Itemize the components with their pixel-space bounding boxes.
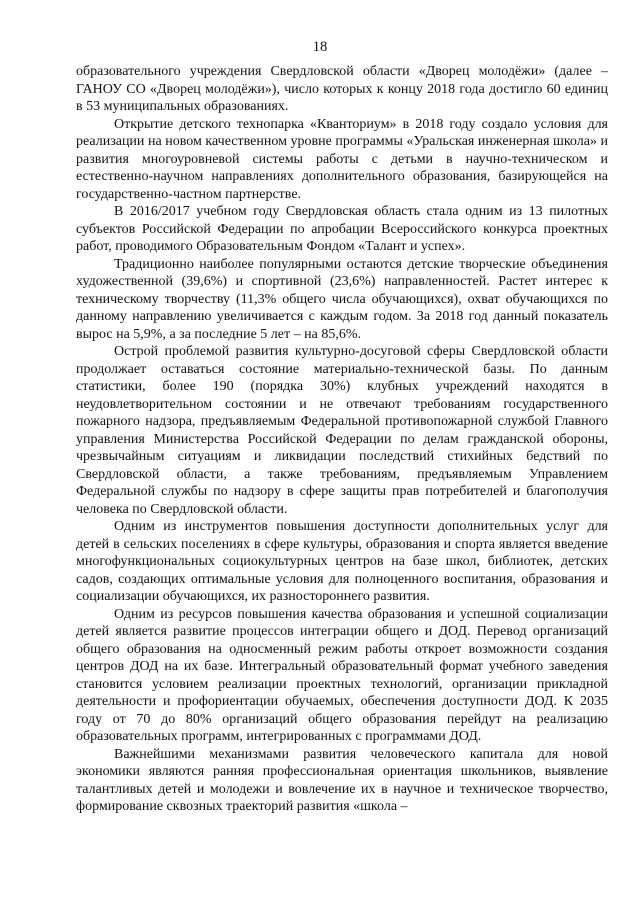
- page-number: 18: [312, 39, 328, 55]
- paragraph: Острой проблемой развития культурно-досуговой сферы Свердловской области продолжает оставаться состояние материально-технической базы. По данным статистики, более 190 (порядка 30%) клубных учреждений находятся в неудовлетворительном состоянии и не отвечают требованиям государственного пожарного надзора, предъявляемым Федеральной противопожарной службой Главного управления Министерства Российской Федерации по делам гражданской обороны, чрезвычайным ситуациям и ликвидации последствий стихийных бедствий по Свердловской области, а также требованиям, предъявляемым Управлением Федеральной службы по надзору в сфере защиты прав потребителей и благополучия человека по Свердловской области.: [76, 344, 608, 517]
- paragraph: Одним из ресурсов повышения качества образования и успешной социализации детей является развитие процессов интеграции общего и ДОД. Перевод организаций общего образования на односменный режим работы откроет возможности создания центров ДОД на их базе. Интегральный образовательный формат учебного заведения становится условием реализации проектных технологий, организации прикладной деятельности и профориентации обучаемых, обеспечения доступности ДОД. К 2035 году от 70 до 80% организаций общего образования перейдут на реализацию образовательных программ, интегрированных с программами ДОД.: [76, 606, 608, 744]
- paragraph: Традиционно наиболее популярными остаются детские творческие объединения художественной (39,6%) и спортивной (23,6%) направленностей. Растет интерес к техническому творчеству (11,3% общего числа обучающихся), охват обучающихся по данному направлению увеличивается с каждым годом. За 2018 год данный показатель вырос на 5,9%, а за последние 5 лет – на 85,6%.: [76, 256, 608, 342]
- paragraph: В 2016/2017 учебном году Свердловская область стала одним из 13 пилотных субъектов Российской Федерации по апробации Всероссийского конкурса проектных работ, проводимого Образовательным Фондом «Талант и успех».: [76, 204, 608, 254]
- body-text: [76, 63, 608, 816]
- paragraph: Одним из инструментов повышения доступности дополнительных услуг для детей в сельских поселениях в сфере культуры, образования и спорта является введение многофункциональных социокультурных центров на базе школ, библиотек, детских садов, создающих оптимальные условия для полноценного воспитания, образования и социализации обучающихся, их разностороннего развития.: [76, 519, 608, 604]
- paragraph: Открытие детского технопарка «Кванториум» в 2018 году создало условия для реализации на новом качественном уровне программы «Уральская инженерная школа» и развития многоуровневой системы работы с детьми в научно-техническом и естественно-научном направлениях дополнительного образования, базирующейся на государственно-частном партнерстве.: [76, 116, 608, 202]
- paragraph-continuation: образовательного учреждения Свердловской области «Дворец молодёжи» (далее – ГАНОУ СО «Дворец молодёжи»), число которых к концу 2018 года достигло 60 единиц в 53 муниципальных образованиях.: [76, 64, 608, 114]
- paragraph: Важнейшими механизмами развития человеческого капитала для новой экономики являются ранняя профессиональная ориентация школьников, выявление талантливых детей и молодежи и вовлечение их в научное и техническое творчество, формирование сквозных траекторий развития «школа –: [76, 746, 608, 814]
